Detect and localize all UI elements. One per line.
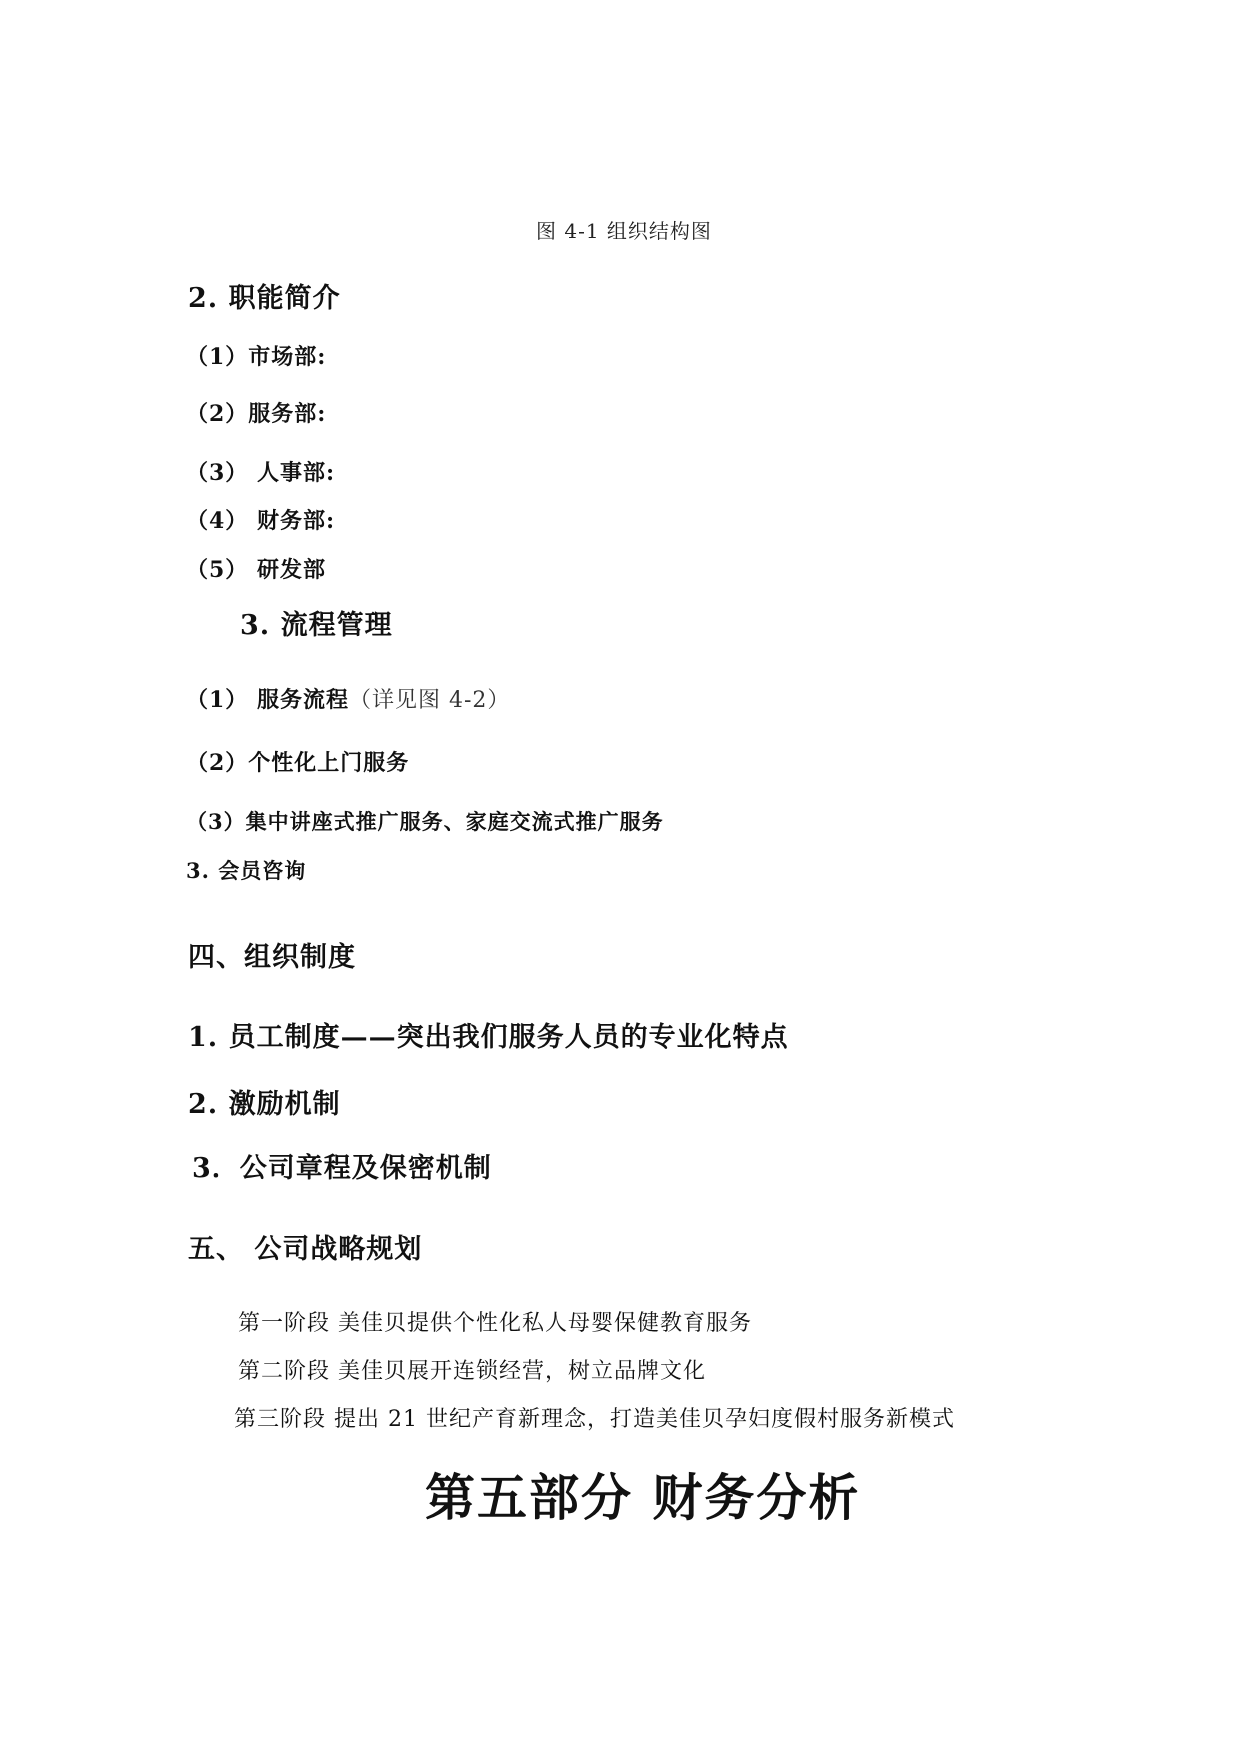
function-item-service: （2）服务部: — [186, 401, 327, 427]
org-system-heading: 四、组织制度 — [188, 942, 356, 973]
process-heading: 3. 流程管理 — [240, 610, 393, 641]
process-item-service-flow — [186, 689, 510, 712]
org-system-item-charter: 3．公司章程及保密机制 — [192, 1153, 492, 1184]
process-item-promotion: （3）集中讲座式推广服务、家庭交流式推广服务 — [186, 809, 664, 834]
function-item-market: （1）市场部: — [186, 344, 327, 370]
process-item-service-flow-label: （1） 服务流程 — [186, 687, 349, 713]
function-item-finance: （4） 财务部: — [186, 508, 336, 534]
part-five-title: 第五部分 财务分析 — [425, 1469, 861, 1527]
strategy-stage-3: 第三阶段 提出 21 世纪产育新理念，打造美佳贝孕妇度假村服务新模式 — [234, 1407, 955, 1432]
function-item-hr: （3） 人事部: — [186, 460, 336, 486]
process-item-home-service: （2）个性化上门服务 — [186, 750, 410, 776]
function-item-rnd: （5） 研发部 — [186, 557, 326, 583]
org-system-item-incentive: 2. 激励机制 — [188, 1089, 341, 1120]
strategy-stage-1: 第一阶段 美佳贝提供个性化私人母婴保健教育服务 — [238, 1311, 752, 1336]
functions-heading: 2. 职能简介 — [188, 283, 341, 314]
process-item-service-flow-note: （详见图 4-2） — [348, 688, 511, 713]
member-consult-heading: 3. 会员咨询 — [186, 858, 307, 883]
strategy-heading: 五、 公司战略规划 — [188, 1234, 423, 1265]
org-system-item-staff: 1. 员工制度——突出我们服务人员的专业化特点 — [188, 1022, 789, 1053]
strategy-stage-2: 第二阶段 美佳贝展开连锁经营，树立品牌文化 — [238, 1359, 706, 1384]
figure-caption: 图 4-1 组织结构图 — [536, 219, 712, 243]
